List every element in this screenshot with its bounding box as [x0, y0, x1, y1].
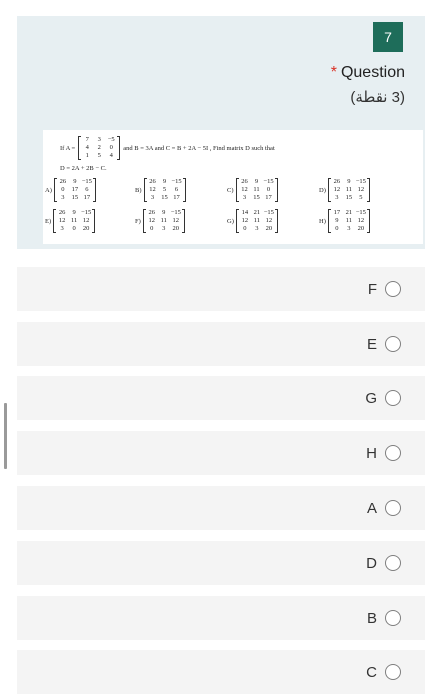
- choice-a[interactable]: [17, 486, 425, 530]
- option-h: H) 17 21 −15 9 11 12 0 3 20: [319, 209, 370, 233]
- problem-if-text: If A =: [60, 144, 76, 152]
- option-b-matrix: 26 9 −15 12 5 6 3 15 17: [144, 178, 186, 202]
- choice-c[interactable]: [17, 650, 425, 694]
- problem-d-text: D = 2A + 2B − C.: [60, 165, 107, 172]
- choice-label: E: [366, 335, 377, 353]
- option-e-matrix: 26 9 −15 12 11 12 3 0 20: [53, 209, 95, 233]
- choice-g[interactable]: [17, 376, 425, 420]
- question-title-text: Question: [340, 64, 405, 81]
- option-g: G) 14 21 −15 12 11 12 0 3 20: [227, 209, 278, 233]
- radio-button[interactable]: [385, 664, 401, 680]
- question-number-badge: 7: [373, 22, 403, 52]
- radio-button[interactable]: [385, 281, 401, 297]
- option-f-matrix: 26 9 −15 12 11 12 0 3 20: [143, 209, 185, 233]
- radio-button[interactable]: [385, 500, 401, 516]
- option-h-matrix: 17 21 −15 9 11 12 0 3 20: [328, 209, 370, 233]
- choice-f[interactable]: [17, 267, 425, 311]
- option-b: B) 26 9 −15 12 5 6 3 15 17: [135, 178, 186, 202]
- radio-button[interactable]: [385, 610, 401, 626]
- choice-h[interactable]: [17, 431, 425, 475]
- choice-label: G: [365, 389, 377, 407]
- question-title: [331, 64, 405, 82]
- required-mark: *: [330, 64, 337, 81]
- option-c-matrix: 26 9 −15 12 11 0 3 15 17: [236, 178, 278, 202]
- option-a: A) 26 9 −15 0 17 6 3 15 17: [45, 178, 96, 202]
- choice-label: C: [366, 663, 377, 681]
- radio-button[interactable]: [385, 390, 401, 406]
- choice-d[interactable]: [17, 541, 425, 585]
- option-f: F) 26 9 −15 12 11 12 0 3 20: [135, 209, 185, 233]
- choice-e[interactable]: [17, 322, 425, 366]
- choice-label: H: [366, 444, 377, 462]
- question-points: (3 نقطة): [350, 89, 405, 106]
- radio-button[interactable]: [385, 336, 401, 352]
- radio-button[interactable]: [385, 445, 401, 461]
- scroll-indicator: [4, 403, 7, 469]
- option-d-matrix: 26 9 −15 12 11 12 3 15 5: [328, 178, 370, 202]
- problem-rest-text: and B = 3A and C = B + 2A − 5I , Find matrix D such that: [123, 144, 275, 152]
- matrix-a: 7 3 −5 4 2 0 1 5 4: [78, 136, 120, 160]
- option-g-matrix: 14 21 −15 12 11 12 0 3 20: [236, 209, 278, 233]
- choice-b[interactable]: [17, 596, 425, 640]
- radio-button[interactable]: [385, 555, 401, 571]
- question-image: [43, 130, 423, 244]
- option-e: E) 26 9 −15 12 11 12 3 0 20: [45, 209, 95, 233]
- choice-label: F: [367, 280, 377, 298]
- option-a-matrix: 26 9 −15 0 17 6 3 15 17: [54, 178, 96, 202]
- choice-label: B: [366, 609, 377, 627]
- option-c: C) 26 9 −15 12 11 0 3 15 17: [227, 178, 278, 202]
- option-d: D) 26 9 −15 12 11 12 3 15 5: [319, 178, 370, 202]
- choice-label: A: [366, 499, 377, 517]
- choice-label: D: [366, 554, 377, 572]
